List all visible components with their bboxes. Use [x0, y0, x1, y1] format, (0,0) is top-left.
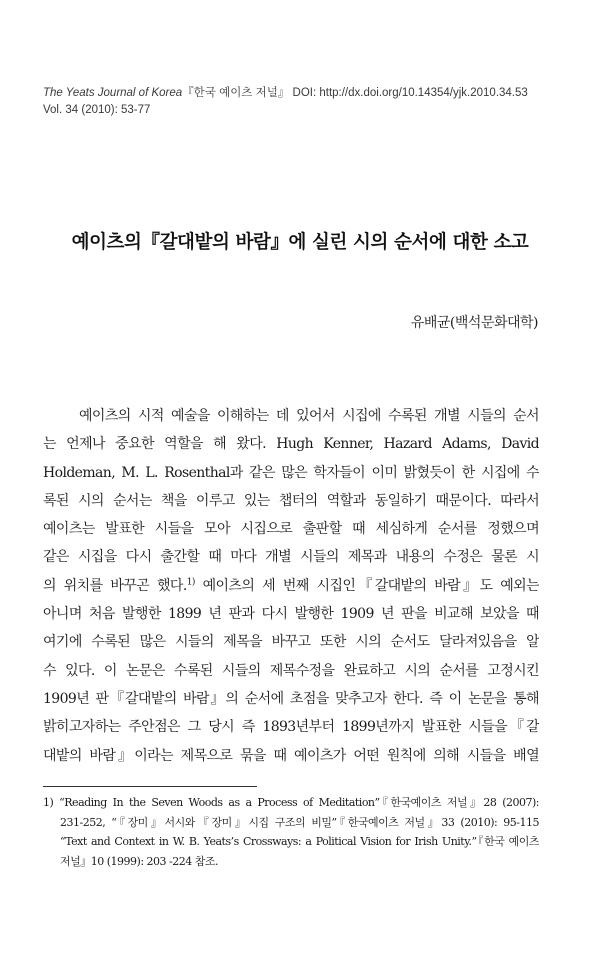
body-line: 대밭의 바람』이라는 제목으로 묶을 때 예이츠가 어떤 원칙에 의해 시들을 배열 — [43, 747, 539, 764]
body-line: 1909년 판『갈대밭의 바람』의 순서에 초점을 맞추고자 한다. 즉 이 논문을 통해 — [43, 690, 539, 707]
body-line: 아니며 처음 발행한 1899 년 판과 다시 발행한 1909 년 판을 비교해 보았을 때 — [43, 606, 539, 623]
journal-header — [43, 85, 528, 119]
journal-citation-line — [43, 85, 528, 102]
body-line: Holdeman, M. L. Rosenthal과 같은 많은 학자들이 이미 밝혔듯이 한 시집에 수 — [43, 464, 539, 481]
journal-title-kr: 『한국 예이츠 저널』 — [182, 87, 290, 99]
body-line: 밝히고자하는 주안점은 그 당시 즉 1893년부터 1899년까지 발표한 시들을『갈 — [43, 719, 539, 736]
body-line: 는 언제나 중요한 역할을 해 왔다. Hugh Kenner, Hazard Adams, David — [43, 436, 539, 453]
footnotes — [43, 793, 539, 872]
body-line: 예이츠의 시적 예술을 이해하는 데 있어서 시집에 수록된 개별 시들의 순서 — [79, 408, 539, 424]
doi-link[interactable]: DOI: http://dx.doi.org/10.14354/yjk.2010.34.53 — [289, 87, 528, 99]
body-line: 같은 시집을 다시 출간할 때 마다 개별 시들의 제목과 내용의 수정은 물론 시 — [43, 549, 539, 566]
journal-title-en: The Yeats Journal of Korea — [43, 87, 183, 99]
footnote-line: 1) “Reading In the Seven Woods as a Process of Meditation”『한국예이츠 저널』28 (2007): — [43, 796, 539, 809]
body-line: 록된 시의 순서는 책을 이루고 있는 챕터의 역할과 동일하기 때문이다. 따라서 — [43, 492, 539, 509]
footnote-line: 저널』10 (1999): 203 -224 참조. — [60, 855, 218, 869]
volume-info: Vol. 34 (2010): 53-77 — [43, 104, 151, 116]
body-paragraph — [43, 402, 539, 770]
body-line: 예이츠는 발표한 시들을 모아 시집으로 출판할 때 세심하게 순서를 정했으며 — [43, 521, 539, 538]
footnote-marker[interactable]: 1) — [186, 577, 195, 588]
body-line-text: 예이츠의 세 번째 시집인『갈대밭의 바람』도 예외는 — [194, 577, 539, 594]
body-line-text: 의 위치를 바꾸곤 했다. — [43, 577, 187, 594]
body-line: 수 있다. 이 논문은 수록된 시들의 제목수정을 완료하고 시의 순서를 고정시킨 — [43, 662, 539, 679]
article-author: 유배균(백석문화대학) — [410, 315, 538, 331]
article-title: 예이츠의『갈대밭의 바람』에 실린 시의 순서에 대한 소고 — [71, 232, 529, 253]
body-line — [43, 572, 539, 600]
footnote-line: 231-252, “『장미』서시와『장미』시집 구조의 비밀”『한국예이츠 저널』33 (2010): 95-115 — [60, 815, 539, 829]
footnote-divider — [43, 786, 257, 787]
body-line: 여기에 수록된 많은 시들의 제목을 바꾸고 또한 시의 순서도 달라져있음을 알 — [43, 634, 539, 651]
footnote-line: “Text and Context in W. B. Yeats’s Crossways: a Political Vision for Irish Unity.”『한국 예이츠 — [60, 835, 539, 849]
